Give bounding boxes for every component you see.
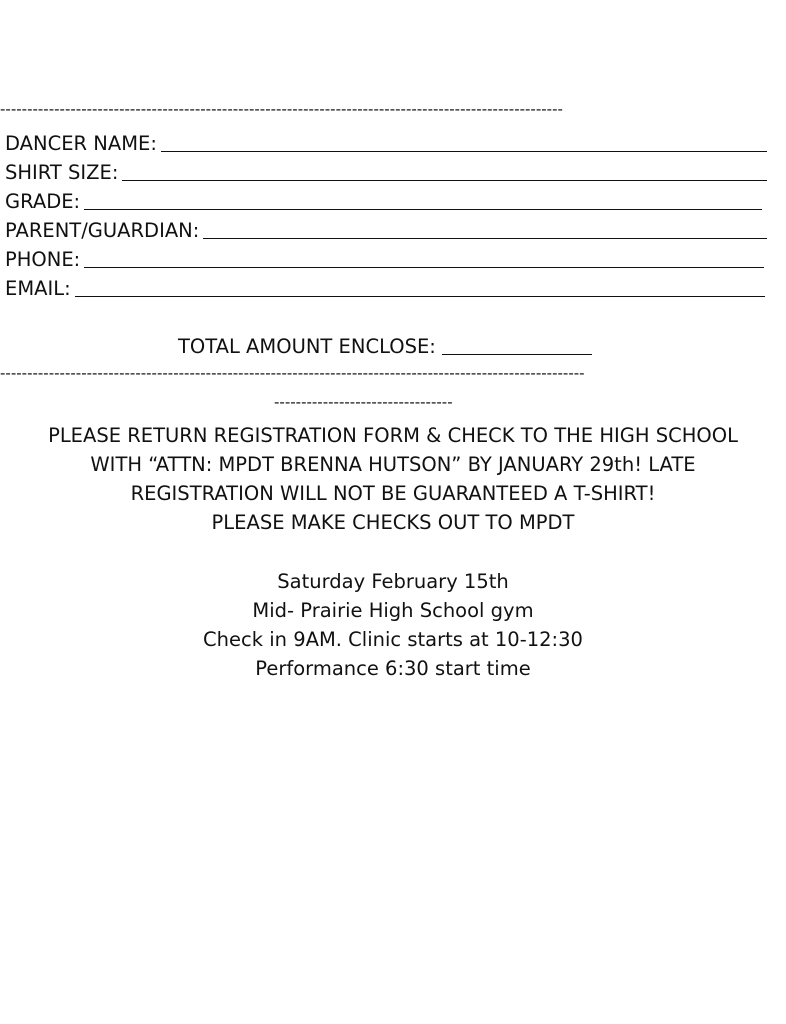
- shirt-size-label: SHIRT SIZE:: [5, 161, 119, 184]
- email-line[interactable]: [75, 296, 765, 297]
- event-location: Mid- Prairie High School gym: [252, 599, 534, 622]
- phone-label: PHONE:: [5, 248, 81, 271]
- instruction-line-3: REGISTRATION WILL NOT BE GUARANTEED A T-SHIRT!: [130, 482, 656, 505]
- grade-label: GRADE:: [5, 190, 81, 213]
- phone-field[interactable]: [5, 247, 764, 273]
- dancer-name-field[interactable]: [5, 131, 767, 157]
- event-performance: Performance 6:30 start time: [255, 657, 531, 680]
- parent-guardian-label: PARENT/GUARDIAN:: [5, 219, 200, 242]
- event-date: Saturday February 15th: [277, 570, 509, 593]
- instruction-line-1: PLEASE RETURN REGISTRATION FORM & CHECK TO THE HIGH SCHOOL: [48, 424, 738, 447]
- email-label: EMAIL:: [5, 277, 71, 300]
- phone-line[interactable]: [84, 267, 764, 268]
- top-separator: --------------------------------------------------------------------------------------------------------: [0, 100, 563, 118]
- short-separator: ---------------------------------: [274, 393, 453, 411]
- dancer-name-label: DANCER NAME:: [5, 132, 157, 155]
- instruction-line-4: PLEASE MAKE CHECKS OUT TO MPDT: [211, 511, 575, 534]
- dancer-name-line[interactable]: [161, 151, 767, 152]
- parent-guardian-field[interactable]: [5, 218, 767, 244]
- total-amount-label: TOTAL AMOUNT ENCLOSE:: [178, 335, 436, 358]
- total-amount-field[interactable]: [178, 334, 592, 360]
- total-amount-line[interactable]: [442, 354, 592, 355]
- grade-field[interactable]: [5, 189, 762, 215]
- email-field[interactable]: [5, 276, 765, 302]
- event-checkin: Check in 9AM. Clinic starts at 10-12:30: [203, 628, 583, 651]
- instruction-line-2: WITH “ATTN: MPDT BRENNA HUTSON” BY JANUARY 29th! LATE: [90, 453, 696, 476]
- parent-guardian-line[interactable]: [203, 238, 767, 239]
- shirt-size-field[interactable]: [5, 160, 767, 186]
- grade-line[interactable]: [84, 209, 762, 210]
- middle-separator: ------------------------------------------------------------------------------------------------------------: [0, 364, 585, 382]
- shirt-size-line[interactable]: [122, 180, 767, 181]
